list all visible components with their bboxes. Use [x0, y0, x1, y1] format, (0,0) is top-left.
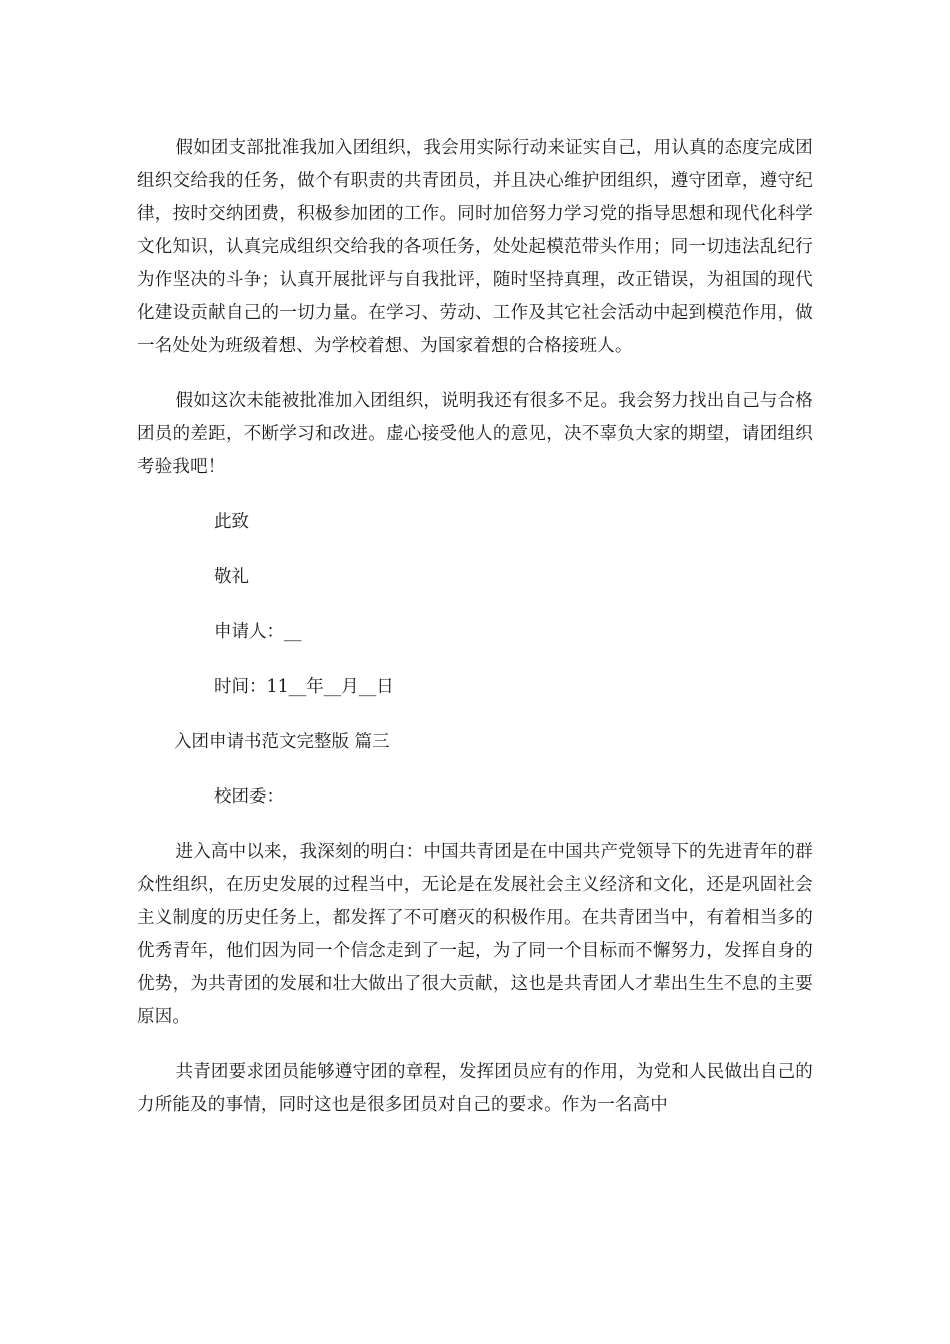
applicant-line: 申请人：__ — [214, 622, 302, 642]
section-heading: 入团申请书范文完整版 篇三 — [174, 732, 390, 752]
paragraph-if-rejected: 假如这次未能被批准加入团组织，说明我还有很多不足。我会努力找出自己与合格团员的差距，不断学习和改进。虚心接受他人的意见，决不辜负大家的期望，请团组织考验我吧！ — [137, 391, 813, 477]
document-body — [137, 132, 813, 1144]
date-line: 时间：11__年__月__日 — [214, 677, 394, 697]
salutation: 校团委： — [214, 787, 284, 807]
closing-salute: 敬礼 — [214, 567, 249, 587]
paragraph-intro: 进入高中以来，我深刻的明白：中国共青团是在中国共产党领导下的先进青年的群众性组织，在历史发展的过程当中，无论是在发展社会主义经济和文化，还是巩固社会主义制度的历史任务上，都发挥了不可磨灭的积极作用。在共青团当中，有着相当多的优秀青年，他们因为同一个信念走到了一起，为了同一个目标而不懈努力，发挥自身的优势，为共青团的发展和壮大做出了很大贡献，这也是共青团人才辈出生生不息的主要原因。 — [137, 842, 813, 1027]
closing-greeting: 此致 — [214, 512, 249, 532]
paragraph-commitment: 假如团支部批准我加入团组织，我会用实际行动来证实自己，用认真的态度完成团组织交给我的任务，做个有职责的共青团员，并且决心维护团组织，遵守团章，遵守纪律，按时交纳团费，积极参加团的工作。同时加倍努力学习党的指导思想和现代化科学文化知识，认真完成组织交给我的各项任务，处处起模范带头作用；同一切违法乱纪行为作坚决的斗争；认真开展批评与自我批评，随时坚持真理，改正错误，为祖国的现代化建设贡献自己的一切力量。在学习、劳动、工作及其它社会活动中起到模范作用，做一名处处为班级着想、为学校着想、为国家着想的合格接班人。 — [137, 138, 813, 356]
paragraph-requirements: 共青团要求团员能够遵守团的章程，发挥团员应有的作用，为党和人民做出自己的力所能及的事情，同时这也是很多团员对自己的要求。作为一名高中 — [137, 1062, 813, 1115]
